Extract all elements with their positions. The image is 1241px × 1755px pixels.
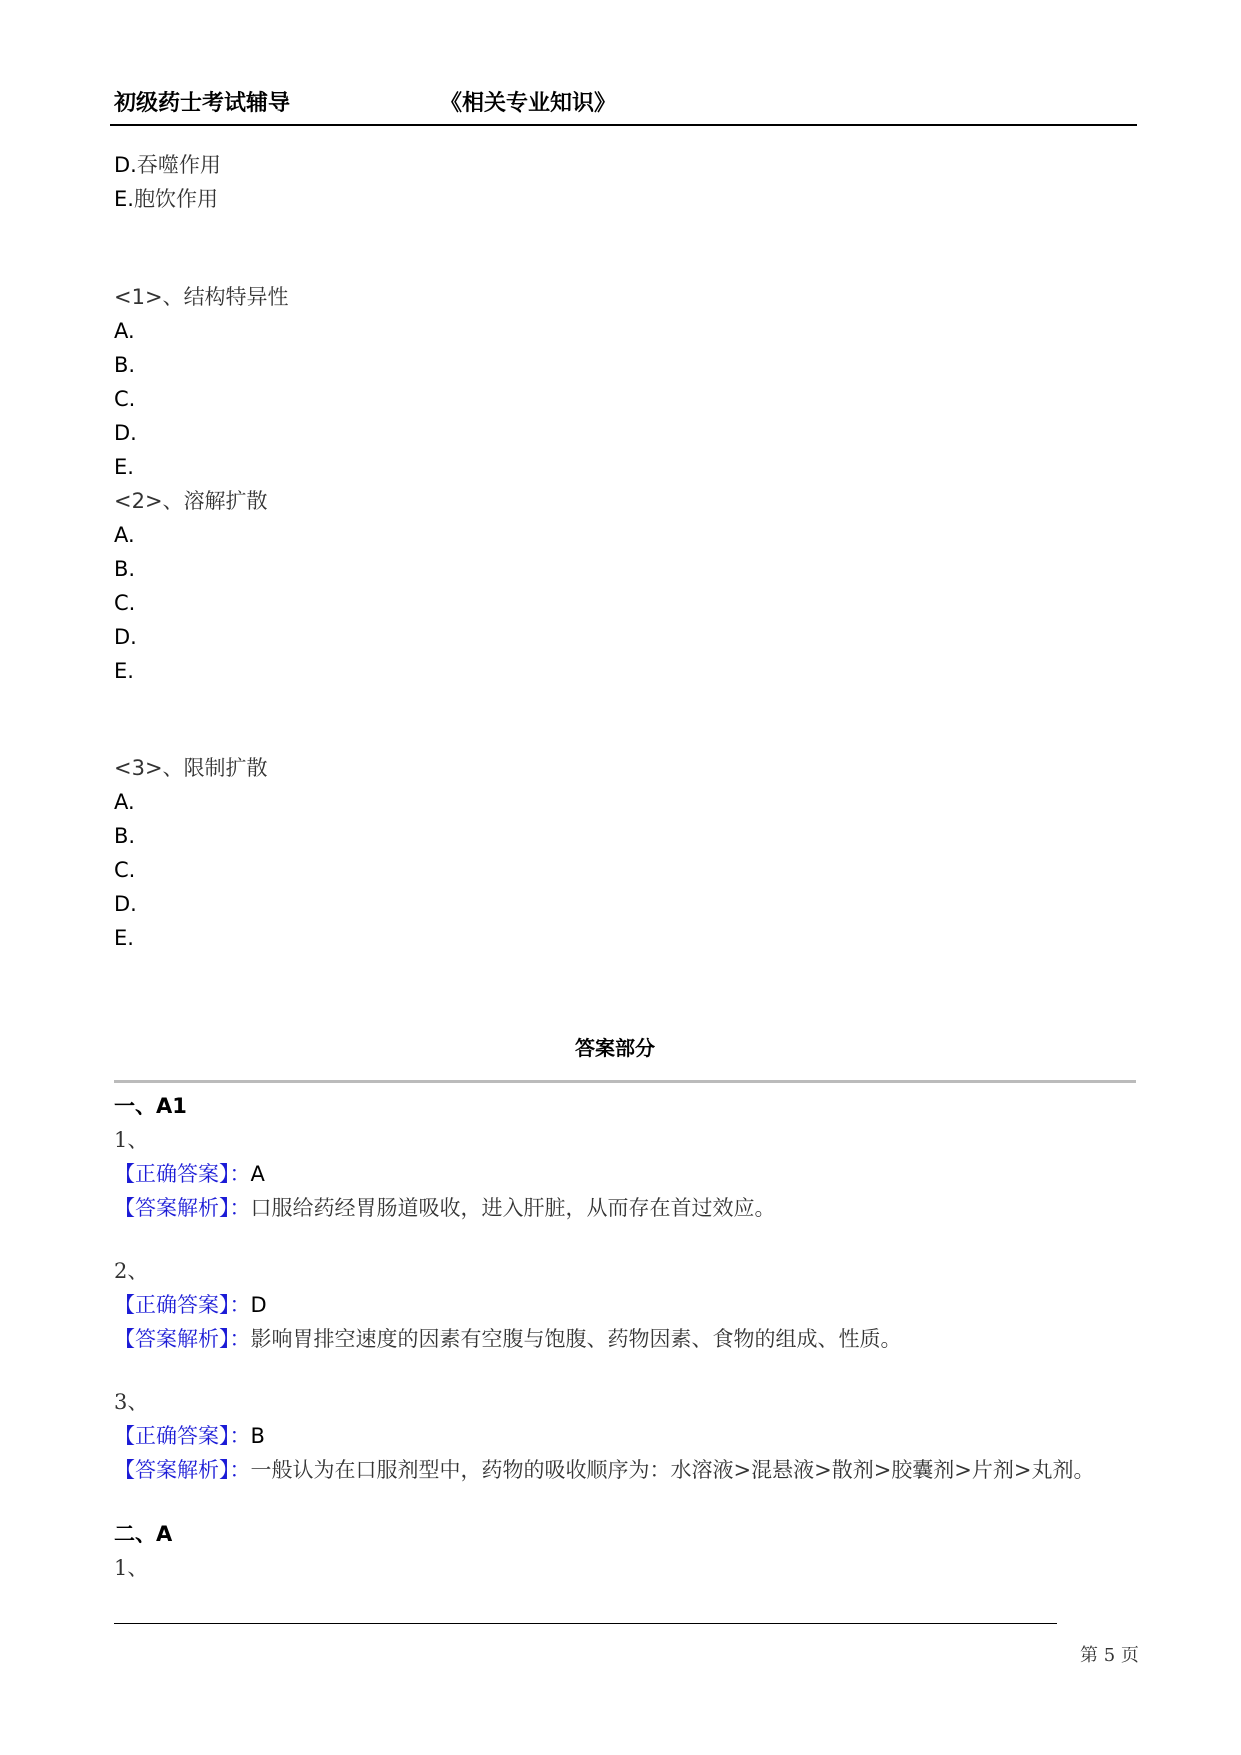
answer-3-analysis: 【答案解析】：一般认为在口服剂型中，药物的吸收顺序为：水溶液>混悬液>散剂>胶囊剂>片剂>丸剂。 bbox=[114, 1458, 1095, 1482]
answer-1-correct: 【正确答案】：A bbox=[114, 1162, 265, 1186]
option-e: E.胞饮作用 bbox=[114, 187, 218, 211]
answer-2-correct: 【正确答案】：D bbox=[114, 1293, 267, 1317]
sq2-option-c: C. bbox=[114, 591, 136, 615]
sq1-option-e: E. bbox=[114, 455, 134, 479]
sq3-option-e: E. bbox=[114, 926, 134, 950]
sq2-option-a: A. bbox=[114, 523, 135, 547]
sq1-option-a: A. bbox=[114, 319, 135, 343]
header-course-title: 初级药士考试辅导 bbox=[114, 91, 291, 116]
answer-1-analysis: 【答案解析】：口服给药经胃肠道吸收，进入肝脏，从而存在首过效应。 bbox=[114, 1196, 776, 1220]
sq3-option-a: A. bbox=[114, 790, 135, 814]
sq2-option-e: E. bbox=[114, 659, 134, 683]
sq1-option-b: B. bbox=[114, 353, 136, 377]
footer-divider bbox=[114, 1623, 1057, 1624]
header-subject-title: 《相关专业知识》 bbox=[440, 91, 617, 116]
header-divider bbox=[110, 124, 1137, 126]
sq3-option-b: B. bbox=[114, 824, 136, 848]
subquestion-3: <3>、限制扩散 bbox=[114, 756, 268, 780]
sq3-option-d: D. bbox=[114, 892, 137, 916]
answer-section-divider bbox=[114, 1080, 1136, 1083]
answer-2-analysis: 【答案解析】：影响胃排空速度的因素有空腹与饱腹、药物因素、食物的组成、性质。 bbox=[114, 1327, 902, 1351]
sq1-option-c: C. bbox=[114, 387, 136, 411]
answer-section-title: 答案部分 bbox=[575, 1036, 655, 1060]
option-d: D.吞噬作用 bbox=[114, 153, 221, 177]
answer-3-correct: 【正确答案】：B bbox=[114, 1424, 265, 1448]
subquestion-2: <2>、溶解扩散 bbox=[114, 489, 268, 513]
sq2-option-d: D. bbox=[114, 625, 137, 649]
subquestion-1: <1>、结构特异性 bbox=[114, 285, 289, 309]
page-number: 第 5 页 bbox=[1080, 1645, 1139, 1666]
answer-1-number: 1、 bbox=[114, 1128, 149, 1152]
part-1-title: 一、A1 bbox=[114, 1094, 187, 1118]
sq2-option-b: B. bbox=[114, 557, 136, 581]
part-2-title: 二、A bbox=[114, 1522, 173, 1546]
answer-3-number: 3、 bbox=[114, 1390, 149, 1414]
part-2-question-1: 1、 bbox=[114, 1556, 149, 1580]
answer-2-number: 2、 bbox=[114, 1259, 149, 1283]
sq1-option-d: D. bbox=[114, 421, 137, 445]
sq3-option-c: C. bbox=[114, 858, 136, 882]
